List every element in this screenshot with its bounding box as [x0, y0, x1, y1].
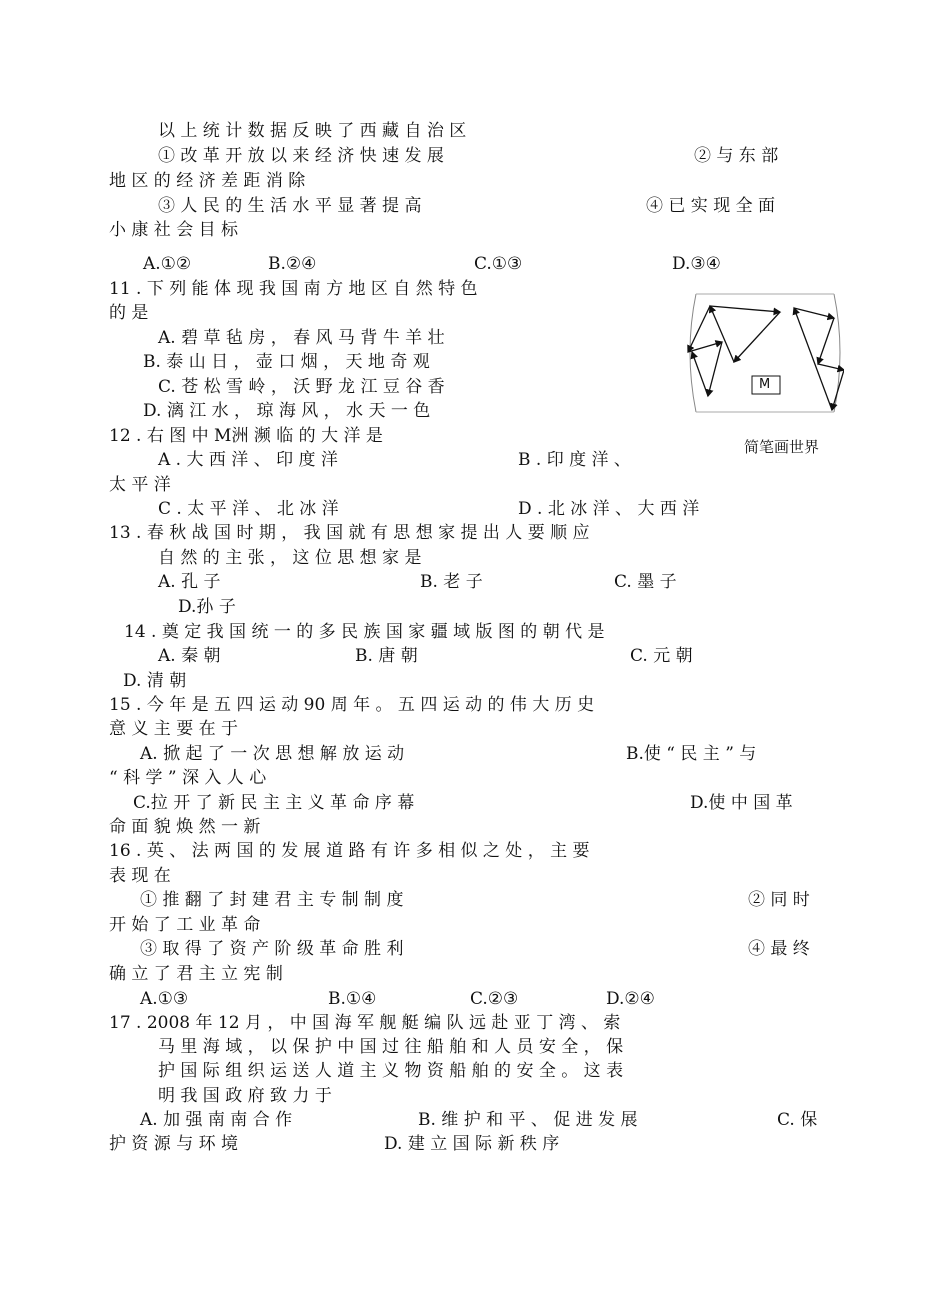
text-line: 命 面 貌 焕 然 一 新: [109, 817, 261, 837]
map-caption: 简笔画世界: [744, 438, 820, 456]
text-line: 开 始 了 工 业 革 命: [109, 915, 261, 935]
option-d: D. 清 朝: [123, 671, 187, 691]
text-line: ① 改 革 开 放 以 来 经 济 快 速 发 展: [158, 146, 444, 166]
text-line: “ 科 学 ” 深 入 人 心: [109, 768, 267, 788]
option-c: C. 苍 松 雪 岭 ， 沃 野 龙 江 豆 谷 香: [158, 377, 445, 397]
option-d: D.孙 子: [178, 597, 236, 617]
world-sketch-map: [684, 292, 844, 414]
question-11: 11 . 下 列 能 体 现 我 国 南 方 地 区 自 然 特 色: [109, 279, 478, 299]
option-d: D . 北 冰 洋 、 大 西 洋: [518, 499, 700, 519]
option-a: A.①②: [143, 254, 192, 274]
text-line: 表 现 在: [109, 866, 171, 886]
option-b: B. 泰 山 日 ， 壶 口 烟 ， 天 地 奇 观: [143, 352, 430, 372]
question-15: 15 . 今 年 是 五 四 运 动 90 周 年 。 五 四 运 动 的 伟 大 历 史: [109, 695, 595, 715]
text-line: 明 我 国 政 府 致 力 于: [158, 1086, 332, 1106]
text-line: ④ 最 终: [748, 939, 810, 959]
text-line: ③ 人 民 的 生 活 水 平 显 著 提 高: [158, 196, 422, 216]
text-line: 小 康 社 会 目 标: [109, 220, 239, 240]
option-a: A. 加 强 南 南 合 作: [140, 1110, 293, 1130]
option-d: D.③④: [672, 254, 721, 274]
text-line: ① 推 翻 了 封 建 君 主 专 制 制 度: [140, 890, 404, 910]
option-d: D. 漓 江 水 ， 琼 海 风 ， 水 天 一 色: [143, 401, 431, 421]
text-line: 的 是: [109, 303, 149, 323]
text-line: ② 与 东 部: [694, 146, 779, 166]
option-c: C . 太 平 洋 、 北 冰 洋: [158, 499, 339, 519]
map-label-m: M: [759, 377, 771, 392]
option-b: B. 维 护 和 平 、 促 进 发 展: [418, 1110, 638, 1130]
option-d: D.使 中 国 革: [690, 793, 793, 813]
option-d: D. 建 立 国 际 新 秩 序: [384, 1134, 560, 1154]
option-b: B.①④: [328, 989, 377, 1009]
option-a: A . 大 西 洋 、 印 度 洋: [158, 450, 338, 470]
option-c: C.①③: [474, 254, 523, 274]
option-a: A. 掀 起 了 一 次 思 想 解 放 运 动: [140, 744, 405, 764]
option-c: C. 元 朝: [630, 646, 693, 666]
option-c: C.②③: [470, 989, 519, 1009]
text-line: 马 里 海 域 ， 以 保 护 中 国 过 往 船 舶 和 人 员 安 全 ， 保: [158, 1037, 624, 1057]
text-line: 意 义 主 要 在 于: [109, 719, 239, 739]
text-line: ③ 取 得 了 资 产 阶 级 革 命 胜 利: [140, 939, 404, 959]
option-b: B . 印 度 洋 、: [518, 450, 631, 470]
question-12: 12 . 右 图 中 M洲 濒 临 的 大 洋 是: [109, 426, 383, 446]
question-14: 14 . 奠 定 我 国 统 一 的 多 民 族 国 家 疆 域 版 图 的 朝 代 是: [124, 622, 605, 642]
option-b: B. 唐 朝: [355, 646, 418, 666]
option-a: A. 秦 朝: [158, 646, 221, 666]
option-c: C.拉 开 了 新 民 主 主 义 革 命 序 幕: [133, 793, 415, 813]
text-line: ④ 已 实 现 全 面: [646, 196, 776, 216]
text-line: 地 区 的 经 济 差 距 消 除: [109, 171, 306, 191]
option-b: B.②④: [268, 254, 317, 274]
text-line: 确 立 了 君 主 立 宪 制: [109, 964, 283, 984]
option-a: A. 孔 子: [158, 572, 221, 592]
option-b: B. 老 子: [420, 572, 483, 592]
text-line: 以 上 统 计 数 据 反 映 了 西 藏 自 治 区: [158, 121, 467, 141]
text-line: 护 国 际 组 织 运 送 人 道 主 义 物 资 船 舶 的 安 全 。 这 表: [158, 1061, 624, 1081]
text-line: 护 资 源 与 环 境: [109, 1134, 239, 1154]
text-line: 太 平 洋: [109, 475, 171, 495]
option-b: B.使 “ 民 主 ” 与: [626, 744, 757, 764]
option-d: D.②④: [606, 989, 655, 1009]
text-line: ② 同 时: [748, 890, 810, 910]
question-13: 13 . 春 秋 战 国 时 期 ， 我 国 就 有 思 想 家 提 出 人 要 顺 应: [109, 523, 590, 543]
question-17: 17 . 2008 年 12 月 ， 中 国 海 军 舰 艇 编 队 远 赴 亚 丁 湾 、 索: [109, 1013, 621, 1033]
text-line: 自 然 的 主 张 ， 这 位 思 想 家 是: [158, 548, 422, 568]
option-a: A. 碧 草 毡 房 ， 春 风 马 背 牛 羊 壮: [158, 328, 445, 348]
option-a: A.①③: [140, 989, 189, 1009]
question-16: 16 . 英 、 法 两 国 的 发 展 道 路 有 许 多 相 似 之 处 ， 主 要: [109, 841, 590, 861]
option-c: C. 墨 子: [614, 572, 677, 592]
option-c: C. 保: [777, 1110, 818, 1130]
